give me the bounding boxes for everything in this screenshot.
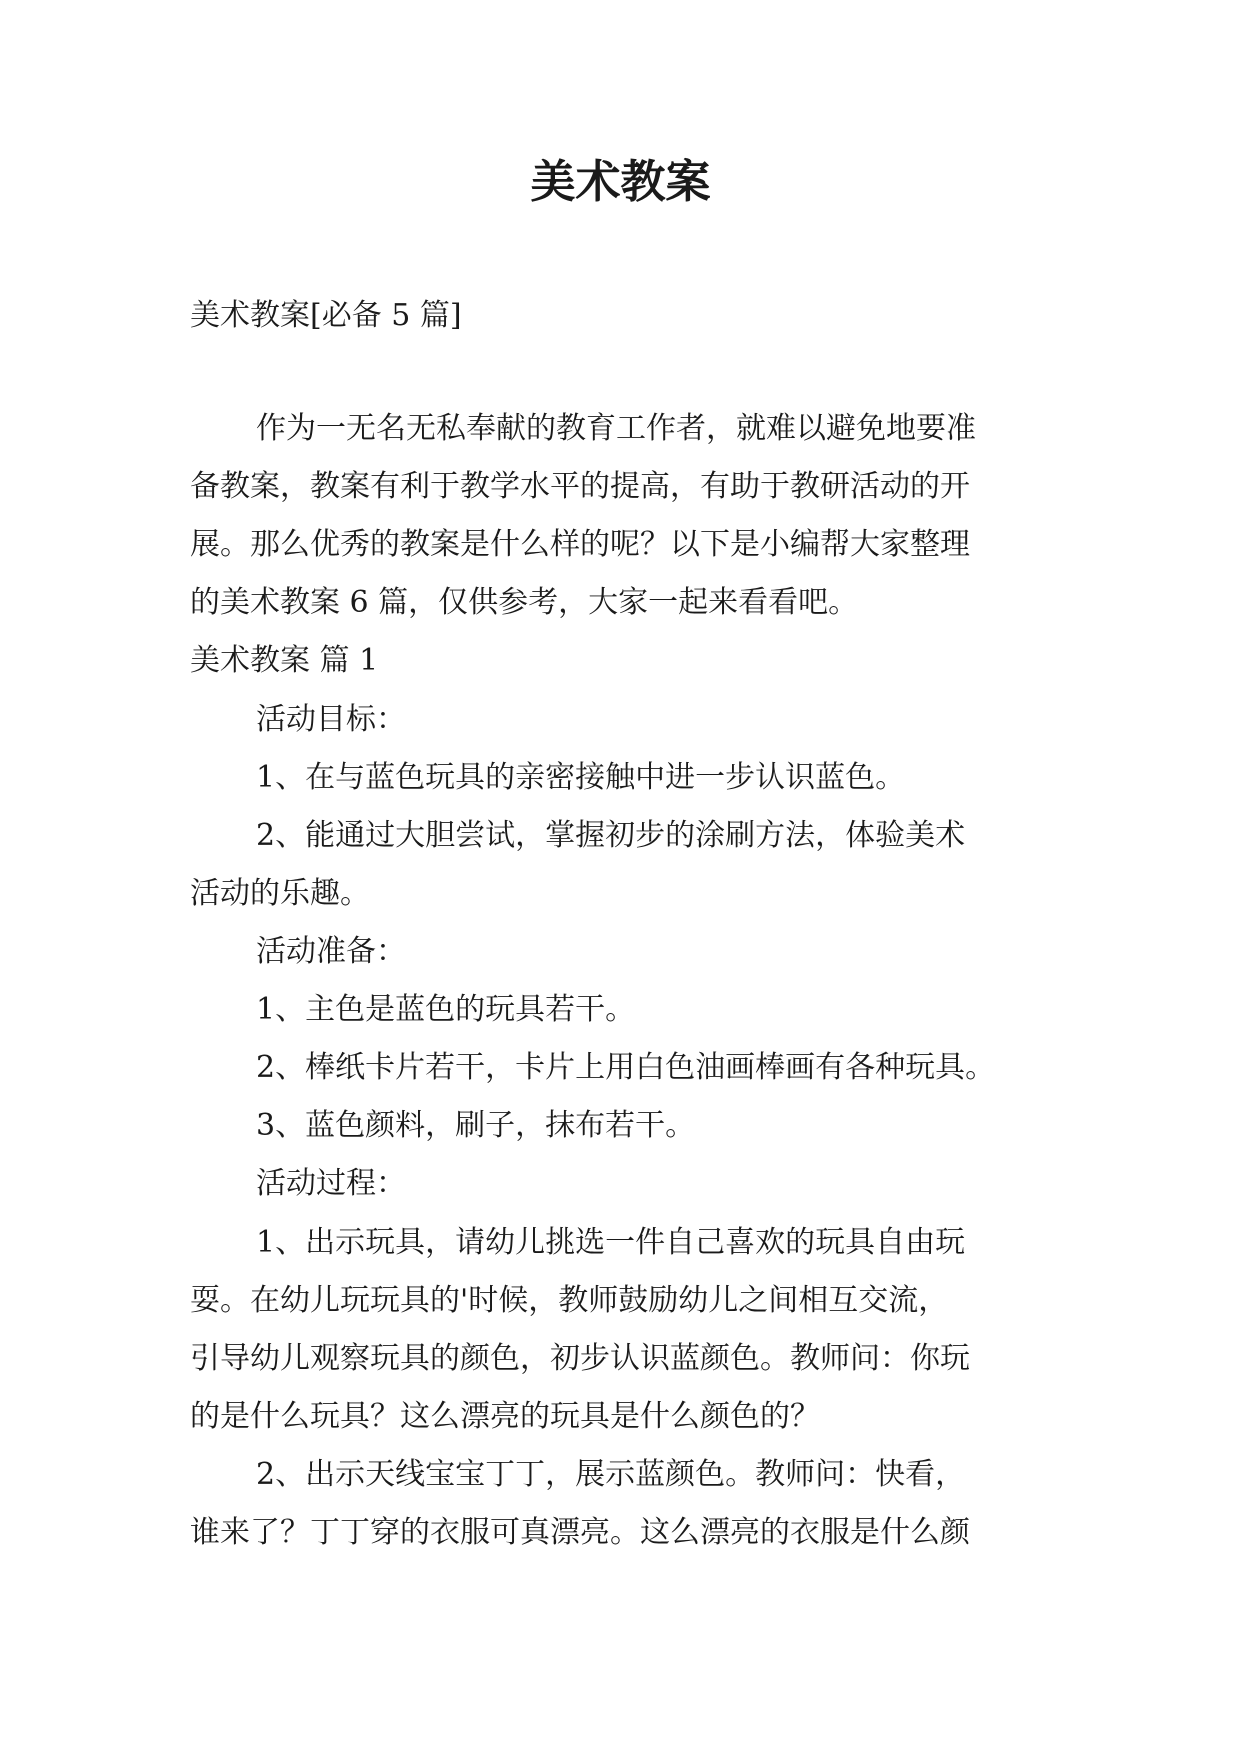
goal-heading: 活动目标： [256,702,406,737]
prep-item-2: 2、棒纸卡片若干，卡片上用白色油画棒画有各种玩具。 [256,1050,996,1085]
prep-item-1: 1、主色是蓝色的玩具若干。 [256,992,636,1027]
prep-heading: 活动准备： [256,934,406,969]
document-subtitle: 美术教案[必备 5 篇] [190,298,462,333]
process-2-line-1: 2、出示天线宝宝丁丁，展示蓝颜色。教师问：快看， [256,1457,966,1492]
intro-line-4: 的美术教案 6 篇，仅供参考，大家一起来看看吧。 [190,585,859,620]
intro-line-2: 备教案，教案有利于教学水平的提高，有助于教研活动的开 [190,469,970,504]
goal-item-1: 1、在与蓝色玩具的亲密接触中进一步认识蓝色。 [256,760,906,795]
document-title: 美术教案 [530,155,711,208]
process-1-line-4: 的是什么玩具？这么漂亮的玩具是什么颜色的？ [190,1399,820,1434]
process-heading: 活动过程： [256,1166,406,1201]
process-1-line-3: 引导幼儿观察玩具的颜色，初步认识蓝颜色。教师问：你玩 [190,1341,970,1376]
section-heading: 美术教案 篇 1 [190,643,379,678]
prep-item-3: 3、蓝色颜料，刷子，抹布若干。 [256,1108,696,1143]
goal-item-2-line-2: 活动的乐趣。 [190,876,370,911]
intro-line-3: 展。那么优秀的教案是什么样的呢？以下是小编帮大家整理 [190,527,970,562]
intro-line-1: 作为一无名无私奉献的教育工作者，就难以避免地要准 [256,411,976,446]
process-1-line-1: 1、出示玩具，请幼儿挑选一件自己喜欢的玩具自由玩 [256,1225,966,1260]
process-2-line-2: 谁来了？丁丁穿的衣服可真漂亮。这么漂亮的衣服是什么颜 [190,1515,970,1550]
goal-item-2-line-1: 2、能通过大胆尝试，掌握初步的涂刷方法，体验美术 [256,818,966,853]
process-1-line-2: 耍。在幼儿玩玩具的'时候，教师鼓励幼儿之间相互交流， [190,1283,949,1318]
